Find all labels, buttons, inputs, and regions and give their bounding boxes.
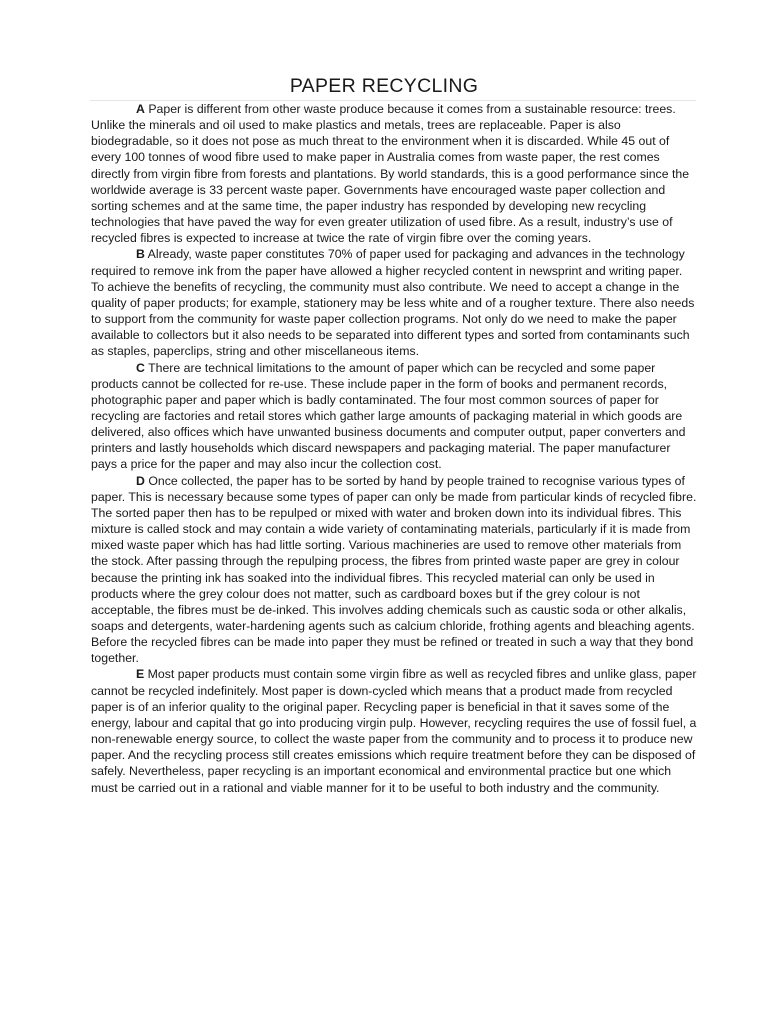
paragraph-text: Paper is different from other waste produce because it comes from a sustainable resource: trees. Unlike the minerals and oil used to make plastics and metals, trees are replaceable. Paper is also biodegradable, so it does not pose as much threat to the environment when it is discarded. While 45 out of every 100 tonnes of wood fibre used to make paper in Australia comes from waste paper, the rest comes directly from virgin fibre from forests and plantations. By world standards, this is a good performance since the worldwide average is 33 percent waste paper. Governments have encouraged waste paper collection and sorting schemes and at the same time, the paper industry has responded by developing new recycling technologies that have paved the way for even greater utilization of used fibre. As a result, industry’s use of recycled fibres is expected to increase at twice the rate of virgin fibre over the coming years. — [91, 102, 690, 246]
paragraph-text: Most paper products must contain some virgin fibre as well as recycled fibres and unlike glass, paper cannot be recycled indefinitely. Most paper is down-cycled which means that a product made from recycled paper is of an inferior quality to the original paper. Recycling paper is beneficial in that it saves some of the energy, labour and capital that go into producing virgin pulp. However, recycling requires the use of fossil fuel, a non-renewable energy source, to collect the waste paper from the community and to process it to produce new paper. And the recycling process still creates emissions which require treatment before they can be disposed of safely. Nevertheless, paper recycling is an important economical and environmental practice but one which must be carried out in a rational and viable manner for it to be useful to both industry and the community. — [91, 667, 697, 795]
paragraph-text: There are technical limitations to the amount of paper which can be recycled and some paper products cannot be collected for re-use. These include paper in the form of books and permanent records, photographic paper and paper which is badly contaminated. The four most common sources of paper for recycling are factories and retail stores which gather large amounts of packaging material in which goods are delivered, also offices which have unwanted business documents and computer output, paper converters and printers and lastly households which discard newspapers and packaging material. The paper manufacturer pays a price for the paper and may also incur the collection cost. — [91, 360, 686, 472]
paragraph-letter: D — [136, 473, 145, 488]
paragraph-c — [91, 360, 697, 473]
paragraph-text: Once collected, the paper has to be sorted by hand by people trained to recognise various types of paper. This is necessary because some types of paper can only be made from particular kinds of recycled fibre. The sorted paper then has to be repulped or mixed with water and broken down into its individual fibres. This mixture is called stock and may contain a wide variety of contaminating materials, particularly if it is made from mixed waste paper which has had little sorting. Various machineries are used to remove other materials from the stock. After passing through the repulping process, the fibres from printed waste paper are grey in colour because the printing ink has soaked into the individual fibres. This recycled material can only be used in products where the grey colour does not matter, such as cardboard boxes but if the grey colour is not acceptable, the fibres must be de-inked. This involves adding chemicals such as caustic soda or other alkalis, soaps and detergents, water-hardening agents such as calcium chloride, frothing agents and bleaching agents. Before the recycled fibres can be made into paper they must be refined or treated in such a way that they bond together. — [91, 473, 697, 666]
paragraph-letter: B — [136, 247, 145, 262]
paragraph-b — [91, 246, 697, 359]
paragraph-text: Already, waste paper constitutes 70% of paper used for packaging and advances in the technology required to remove ink from the paper have allowed a higher recycled content in newsprint and writing paper. To achieve the benefits of recycling, the community must also contribute. We need to accept a change in the quality of paper products; for example, stationery may be less white and of a rougher texture. There also needs to support from the community for waste paper collection programs. Not only do we need to make the paper available to collectors but it also needs to be separated into different types and sorted from contaminants such as staples, paperclips, string and other miscellaneous items. — [91, 247, 695, 359]
paragraph-e — [91, 666, 697, 795]
document-title: PAPER RECYCLING — [289, 75, 479, 97]
document-body — [91, 101, 697, 796]
paragraph-letter: E — [136, 667, 145, 682]
paragraph-letter: A — [136, 102, 145, 116]
paragraph-d — [91, 473, 697, 667]
paragraph-a — [91, 101, 697, 246]
paragraph-letter: C — [136, 360, 145, 375]
